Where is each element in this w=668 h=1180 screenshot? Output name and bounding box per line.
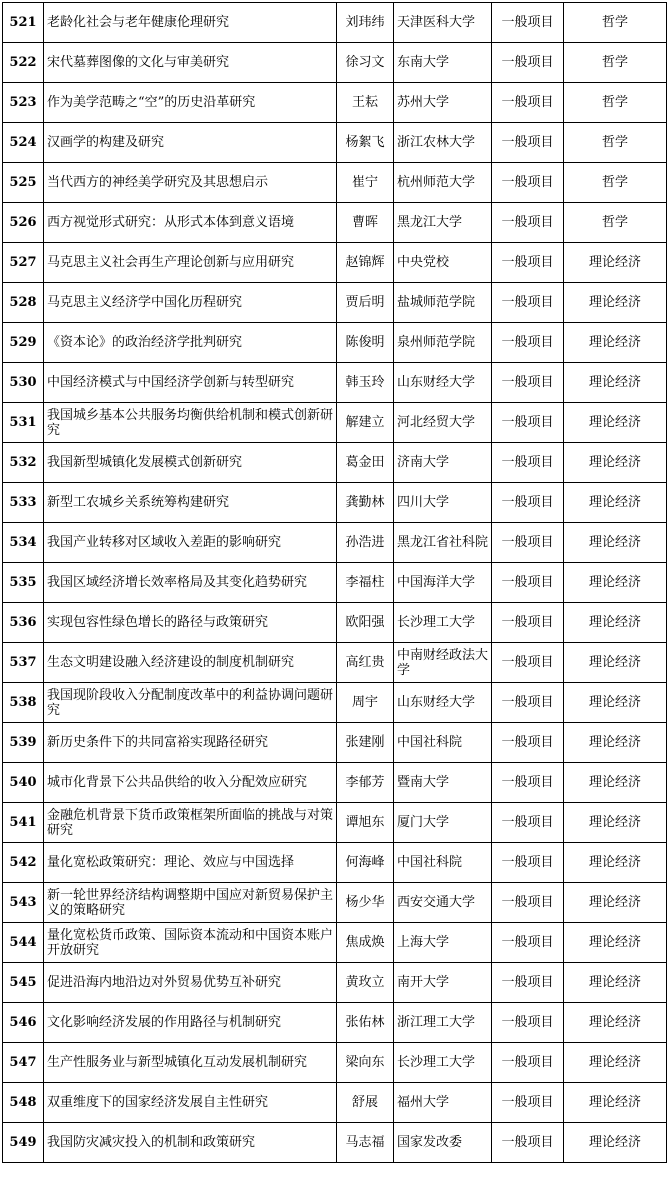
- table-row: [3, 763, 667, 803]
- project-leader: 孙浩进: [337, 523, 394, 563]
- project-discipline: 理论经济: [564, 1083, 667, 1123]
- project-type: 一般项目: [492, 803, 564, 843]
- project-type: 一般项目: [492, 723, 564, 763]
- project-discipline: 哲学: [564, 3, 667, 43]
- table-row: [3, 363, 667, 403]
- project-title: 宋代墓葬图像的文化与审美研究: [44, 43, 337, 83]
- project-type: 一般项目: [492, 363, 564, 403]
- project-leader: 焦成焕: [337, 923, 394, 963]
- project-title: 量化宽松货币政策、国际资本流动和中国资本账户开放研究: [44, 923, 337, 963]
- table-row: [3, 323, 667, 363]
- project-number: 543: [3, 883, 44, 923]
- project-institution: 南开大学: [394, 963, 492, 1003]
- project-title: 量化宽松政策研究：理论、效应与中国选择: [44, 843, 337, 883]
- project-institution: 山东财经大学: [394, 683, 492, 723]
- project-type: 一般项目: [492, 963, 564, 1003]
- project-type: 一般项目: [492, 923, 564, 963]
- project-discipline: 理论经济: [564, 283, 667, 323]
- project-title: 金融危机背景下货币政策框架所面临的挑战与对策研究: [44, 803, 337, 843]
- project-type: 一般项目: [492, 1003, 564, 1043]
- table-row: [3, 483, 667, 523]
- project-title: 新一轮世界经济结构调整期中国应对新贸易保护主义的策略研究: [44, 883, 337, 923]
- project-leader: 谭旭东: [337, 803, 394, 843]
- project-title: 新历史条件下的共同富裕实现路径研究: [44, 723, 337, 763]
- project-leader: 崔宁: [337, 163, 394, 203]
- project-number: 547: [3, 1043, 44, 1083]
- table-row: [3, 603, 667, 643]
- project-institution: 长沙理工大学: [394, 603, 492, 643]
- project-discipline: 理论经济: [564, 323, 667, 363]
- project-number: 549: [3, 1123, 44, 1163]
- project-type: 一般项目: [492, 763, 564, 803]
- project-type: 一般项目: [492, 283, 564, 323]
- project-discipline: 理论经济: [564, 363, 667, 403]
- project-number: 521: [3, 3, 44, 43]
- project-table-body: [3, 3, 667, 1163]
- project-leader: 葛金田: [337, 443, 394, 483]
- table-row: [3, 643, 667, 683]
- project-institution: 厦门大学: [394, 803, 492, 843]
- project-institution: 天津医科大学: [394, 3, 492, 43]
- project-number: 522: [3, 43, 44, 83]
- project-leader: 周宇: [337, 683, 394, 723]
- project-leader: 韩玉玲: [337, 363, 394, 403]
- project-title: 生产性服务业与新型城镇化互动发展机制研究: [44, 1043, 337, 1083]
- project-discipline: 理论经济: [564, 883, 667, 923]
- project-discipline: 哲学: [564, 83, 667, 123]
- table-row: [3, 43, 667, 83]
- project-type: 一般项目: [492, 3, 564, 43]
- project-institution: 黑龙江大学: [394, 203, 492, 243]
- project-discipline: 理论经济: [564, 843, 667, 883]
- project-title: 作为美学范畴之“空”的历史沿革研究: [44, 83, 337, 123]
- project-number: 532: [3, 443, 44, 483]
- project-type: 一般项目: [492, 323, 564, 363]
- project-discipline: 理论经济: [564, 763, 667, 803]
- project-number: 523: [3, 83, 44, 123]
- project-title: 马克思主义经济学中国化历程研究: [44, 283, 337, 323]
- project-discipline: 理论经济: [564, 643, 667, 683]
- project-number: 536: [3, 603, 44, 643]
- table-row: [3, 883, 667, 923]
- project-leader: 赵锦辉: [337, 243, 394, 283]
- project-title: 新型工农城乡关系统筹构建研究: [44, 483, 337, 523]
- project-institution: 中国社科院: [394, 843, 492, 883]
- project-title: 《资本论》的政治经济学批判研究: [44, 323, 337, 363]
- project-discipline: 哲学: [564, 163, 667, 203]
- project-title: 马克思主义社会再生产理论创新与应用研究: [44, 243, 337, 283]
- project-institution: 苏州大学: [394, 83, 492, 123]
- project-institution: 中央党校: [394, 243, 492, 283]
- project-type: 一般项目: [492, 643, 564, 683]
- project-type: 一般项目: [492, 243, 564, 283]
- project-leader: 陈俊明: [337, 323, 394, 363]
- project-leader: 解建立: [337, 403, 394, 443]
- project-discipline: 理论经济: [564, 723, 667, 763]
- project-leader: 舒展: [337, 1083, 394, 1123]
- project-discipline: 理论经济: [564, 683, 667, 723]
- table-row: [3, 1043, 667, 1083]
- project-institution: 黑龙江省社科院: [394, 523, 492, 563]
- project-number: 537: [3, 643, 44, 683]
- project-type: 一般项目: [492, 203, 564, 243]
- project-number: 527: [3, 243, 44, 283]
- project-discipline: 理论经济: [564, 803, 667, 843]
- project-type: 一般项目: [492, 603, 564, 643]
- project-discipline: 理论经济: [564, 1123, 667, 1163]
- project-number: 548: [3, 1083, 44, 1123]
- project-leader: 杨少华: [337, 883, 394, 923]
- table-row: [3, 843, 667, 883]
- project-type: 一般项目: [492, 123, 564, 163]
- project-institution: 中国社科院: [394, 723, 492, 763]
- project-title: 我国新型城镇化发展模式创新研究: [44, 443, 337, 483]
- project-number: 533: [3, 483, 44, 523]
- table-row: [3, 1123, 667, 1163]
- project-number: 528: [3, 283, 44, 323]
- project-type: 一般项目: [492, 1083, 564, 1123]
- project-number: 530: [3, 363, 44, 403]
- project-leader: 黄玫立: [337, 963, 394, 1003]
- table-row: [3, 3, 667, 43]
- project-number: 525: [3, 163, 44, 203]
- project-title: 促进沿海内地沿边对外贸易优势互补研究: [44, 963, 337, 1003]
- project-institution: 西安交通大学: [394, 883, 492, 923]
- project-type: 一般项目: [492, 163, 564, 203]
- project-number: 529: [3, 323, 44, 363]
- table-row: [3, 243, 667, 283]
- project-leader: 李福柱: [337, 563, 394, 603]
- project-leader: 张佑林: [337, 1003, 394, 1043]
- project-leader: 李郁芳: [337, 763, 394, 803]
- project-number: 526: [3, 203, 44, 243]
- project-number: 540: [3, 763, 44, 803]
- table-row: [3, 203, 667, 243]
- project-title: 中国经济模式与中国经济学创新与转型研究: [44, 363, 337, 403]
- project-leader: 龚勤林: [337, 483, 394, 523]
- table-row: [3, 443, 667, 483]
- project-type: 一般项目: [492, 683, 564, 723]
- table-row: [3, 723, 667, 763]
- table-row: [3, 1083, 667, 1123]
- project-discipline: 理论经济: [564, 923, 667, 963]
- project-institution: 福州大学: [394, 1083, 492, 1123]
- project-number: 531: [3, 403, 44, 443]
- project-institution: 浙江理工大学: [394, 1003, 492, 1043]
- project-institution: 长沙理工大学: [394, 1043, 492, 1083]
- project-discipline: 理论经济: [564, 243, 667, 283]
- project-table: [2, 2, 667, 1163]
- project-discipline: 理论经济: [564, 483, 667, 523]
- project-institution: 中南财经政法大学: [394, 643, 492, 683]
- project-title: 生态文明建设融入经济建设的制度机制研究: [44, 643, 337, 683]
- project-title: 老龄化社会与老年健康伦理研究: [44, 3, 337, 43]
- project-leader: 刘玮纬: [337, 3, 394, 43]
- project-number: 538: [3, 683, 44, 723]
- project-title: 当代西方的神经美学研究及其思想启示: [44, 163, 337, 203]
- table-row: [3, 563, 667, 603]
- table-row: [3, 283, 667, 323]
- project-institution: 东南大学: [394, 43, 492, 83]
- project-title: 我国现阶段收入分配制度改革中的利益协调问题研究: [44, 683, 337, 723]
- project-title: 实现包容性绿色增长的路径与政策研究: [44, 603, 337, 643]
- project-institution: 济南大学: [394, 443, 492, 483]
- project-discipline: 理论经济: [564, 563, 667, 603]
- project-institution: 中国海洋大学: [394, 563, 492, 603]
- project-title: 文化影响经济发展的作用路径与机制研究: [44, 1003, 337, 1043]
- project-number: 534: [3, 523, 44, 563]
- project-title: 城市化背景下公共品供给的收入分配效应研究: [44, 763, 337, 803]
- project-type: 一般项目: [492, 563, 564, 603]
- project-type: 一般项目: [492, 523, 564, 563]
- project-leader: 何海峰: [337, 843, 394, 883]
- project-title: 汉画学的构建及研究: [44, 123, 337, 163]
- project-institution: 国家发改委: [394, 1123, 492, 1163]
- project-institution: 泉州师范学院: [394, 323, 492, 363]
- project-leader: 杨絮飞: [337, 123, 394, 163]
- project-number: 544: [3, 923, 44, 963]
- project-discipline: 理论经济: [564, 1043, 667, 1083]
- project-discipline: 理论经济: [564, 603, 667, 643]
- project-institution: 山东财经大学: [394, 363, 492, 403]
- project-type: 一般项目: [492, 843, 564, 883]
- project-number: 542: [3, 843, 44, 883]
- project-institution: 河北经贸大学: [394, 403, 492, 443]
- project-title: 双重维度下的国家经济发展自主性研究: [44, 1083, 337, 1123]
- table-row: [3, 83, 667, 123]
- table-row: [3, 963, 667, 1003]
- project-institution: 盐城师范学院: [394, 283, 492, 323]
- table-row: [3, 683, 667, 723]
- project-title: 我国产业转移对区域收入差距的影响研究: [44, 523, 337, 563]
- project-leader: 王耘: [337, 83, 394, 123]
- project-type: 一般项目: [492, 403, 564, 443]
- project-institution: 浙江农林大学: [394, 123, 492, 163]
- project-number: 524: [3, 123, 44, 163]
- project-institution: 暨南大学: [394, 763, 492, 803]
- project-type: 一般项目: [492, 43, 564, 83]
- project-leader: 高红贵: [337, 643, 394, 683]
- project-type: 一般项目: [492, 1123, 564, 1163]
- project-discipline: 理论经济: [564, 443, 667, 483]
- project-type: 一般项目: [492, 883, 564, 923]
- project-discipline: 理论经济: [564, 963, 667, 1003]
- project-discipline: 理论经济: [564, 1003, 667, 1043]
- project-leader: 贾后明: [337, 283, 394, 323]
- project-leader: 张建刚: [337, 723, 394, 763]
- project-number: 541: [3, 803, 44, 843]
- project-institution: 四川大学: [394, 483, 492, 523]
- project-discipline: 理论经济: [564, 403, 667, 443]
- project-type: 一般项目: [492, 443, 564, 483]
- project-number: 545: [3, 963, 44, 1003]
- project-institution: 杭州师范大学: [394, 163, 492, 203]
- project-leader: 曹晖: [337, 203, 394, 243]
- project-type: 一般项目: [492, 83, 564, 123]
- table-row: [3, 163, 667, 203]
- project-title: 西方视觉形式研究：从形式本体到意义语境: [44, 203, 337, 243]
- project-discipline: 哲学: [564, 43, 667, 83]
- table-row: [3, 1003, 667, 1043]
- table-row: [3, 803, 667, 843]
- project-title: 我国区域经济增长效率格局及其变化趋势研究: [44, 563, 337, 603]
- project-type: 一般项目: [492, 483, 564, 523]
- project-institution: 上海大学: [394, 923, 492, 963]
- project-type: 一般项目: [492, 1043, 564, 1083]
- project-leader: 徐习文: [337, 43, 394, 83]
- project-leader: 梁向东: [337, 1043, 394, 1083]
- project-number: 535: [3, 563, 44, 603]
- table-row: [3, 403, 667, 443]
- table-row: [3, 923, 667, 963]
- table-row: [3, 523, 667, 563]
- project-discipline: 理论经济: [564, 523, 667, 563]
- project-number: 546: [3, 1003, 44, 1043]
- project-title: 我国城乡基本公共服务均衡供给机制和模式创新研究: [44, 403, 337, 443]
- project-leader: 欧阳强: [337, 603, 394, 643]
- project-title: 我国防灾减灾投入的机制和政策研究: [44, 1123, 337, 1163]
- project-discipline: 哲学: [564, 123, 667, 163]
- project-leader: 马志福: [337, 1123, 394, 1163]
- project-number: 539: [3, 723, 44, 763]
- project-discipline: 哲学: [564, 203, 667, 243]
- table-row: [3, 123, 667, 163]
